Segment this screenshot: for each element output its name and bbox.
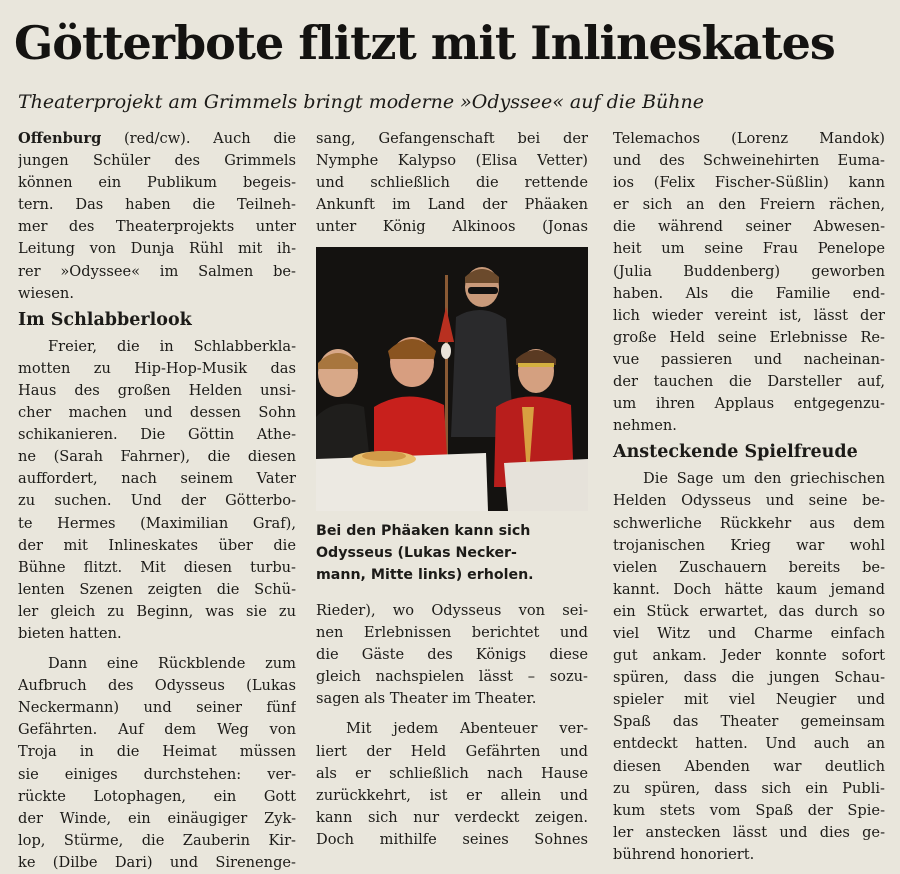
text-line: spüren, dass die jungen Schau- — [613, 669, 885, 687]
text-line: nen Erlebnissen berichtet und — [316, 624, 588, 642]
text-line: gut ankam. Jeder konnte sofort — [613, 647, 885, 665]
text-line: Troja in die Heimat müssen — [18, 743, 296, 761]
text-line: auffordert, nach seinem Vater — [18, 470, 296, 488]
text-line: lich wieder vereint ist, lässt der — [613, 306, 885, 324]
text-line: cher machen und dessen Sohn — [18, 404, 296, 422]
text-line: heit um seine Frau Penelope — [613, 240, 885, 258]
caption-line: Odysseus (Lukas Necker- — [316, 545, 517, 561]
text-line: motten zu Hip-Hop-Musik das — [18, 359, 296, 377]
text-line: entdeckt hatten. Und auch an — [613, 735, 885, 753]
text-line: schwerliche Rückkehr aus dem — [613, 514, 885, 532]
text-line: lop, Stürme, die Zauberin Kir- — [18, 831, 296, 849]
text-line: Mit jedem Abenteuer ver- — [346, 720, 588, 738]
text-line: sang, Gefangenschaft bei der — [316, 130, 588, 147]
text-line: vue passieren und nacheinan- — [613, 350, 885, 368]
crosshead: Ansteckende Spielfreude — [613, 442, 858, 463]
text-line: jungen Schüler des Grimmels — [18, 152, 296, 170]
text-line: ein Stück erwartet, das durch so — [613, 602, 885, 620]
caption-line: mann, Mitte links) erholen. — [316, 567, 534, 583]
text-line: spieler mit viel Neugier und — [613, 691, 885, 709]
text-line: mer des Theaterprojekts unter — [18, 218, 296, 236]
text-line: Rieder), wo Odysseus von sei- — [316, 602, 588, 619]
article-column-2-bottom — [316, 600, 588, 851]
text-line: sie einiges durchstehen: ver- — [18, 765, 296, 783]
photo-caption — [316, 520, 588, 586]
text-line: schikanieren. Die Göttin Athe- — [18, 426, 296, 444]
text-line: lenten Szenen zeigten die Schü- — [18, 580, 296, 598]
text-line: ler gleich zu Beginn, was sie zu — [18, 602, 296, 620]
text-line: gleich nachspielen lässt – sozu- — [316, 668, 588, 686]
text-line: te Hermes (Maximilian Graf), — [18, 514, 296, 532]
article-column-3 — [613, 128, 885, 866]
crosshead: Im Schlabberlook — [18, 309, 192, 330]
text-line: Aufbruch des Odysseus (Lukas — [18, 677, 296, 695]
text-line: kann sich nur verdeckt zeigen. — [316, 808, 588, 826]
text-line: nehmen. — [613, 417, 677, 435]
text-line: bieten hatten. — [18, 624, 122, 642]
text-line: viel Witz und Charme einfach — [613, 624, 885, 642]
text-line: Nymphe Kalypso (Elisa Vetter) — [316, 152, 588, 170]
text-line: Dann eine Rückblende zum — [48, 655, 296, 673]
text-line: als er schließlich nach Hause — [316, 764, 588, 782]
article-column-2-top — [316, 128, 588, 238]
text-line: Doch mithilfe seines Sohnes — [316, 830, 588, 848]
text-line: wiesen. — [18, 284, 74, 302]
text-line: ke (Dilbe Dari) und Sirenenge- — [18, 853, 296, 871]
text-line: kannt. Doch hätte kaum jemand — [613, 580, 885, 598]
dateline: Offenburg — [18, 130, 102, 147]
text-line: ios (Felix Fischer-Süßlin) kann — [613, 174, 885, 192]
text-line: zurückkehrt, ist er allein und — [316, 786, 588, 804]
text-line: die Gäste des Königs diese — [316, 646, 588, 664]
text-line: ne (Sarah Fahrner), die diesen — [18, 448, 296, 466]
text-line: der Winde, ein einäugiger Zyk- — [18, 809, 296, 827]
text-line: bührend honoriert. — [613, 845, 755, 863]
text-line: Telemachos (Lorenz Mandok) — [613, 130, 885, 147]
text-line: und des Schweinehirten Euma- — [613, 152, 885, 170]
text-line: rückte Lotophagen, ein Gott — [18, 787, 296, 805]
text-line: trojanischen Krieg war wohl — [613, 536, 885, 554]
text-line: vielen Zuschauern bereits be- — [613, 558, 885, 576]
text-line: unter König Alkinoos (Jonas — [316, 218, 588, 236]
text-line: Neckermann) und seiner fünf — [18, 699, 296, 717]
text-line: der mit Inlineskates über die — [18, 536, 296, 554]
text-line: Freier, die in Schlabberkla- — [48, 337, 296, 355]
text-line: Bühne flitzt. Mit diesen turbu- — [18, 558, 296, 576]
headline: Götterbote flitzt mit Inlineskates — [14, 16, 835, 70]
text-line: Helden Odysseus und seine be- — [613, 492, 885, 510]
text-line: liert der Held Gefährten und — [316, 742, 588, 760]
theater-photo — [316, 247, 588, 511]
text-line: diesen Abenden war deutlich — [613, 757, 885, 775]
text-line: und schließlich die rettende — [316, 174, 588, 192]
text-line: Haus des großen Helden unsi- — [18, 381, 296, 399]
text-line: Die Sage um den griechischen — [643, 470, 885, 488]
text-line: haben. Als die Familie end- — [613, 284, 885, 302]
text-line: zu spüren, dass sich ein Publi- — [613, 779, 885, 797]
text-line: rer »Odyssee« im Salmen be- — [18, 262, 296, 280]
caption-line: Bei den Phäaken kann sich — [316, 523, 531, 539]
text-line: Ankunft im Land der Phäaken — [316, 196, 588, 214]
text-line: um ihren Applaus entgegenzu- — [613, 395, 885, 413]
article-column-1 — [18, 128, 296, 874]
text-line: (Julia Buddenberg) geworben — [613, 262, 885, 280]
text-line: Offenburg (red/cw). Auch die — [18, 130, 296, 147]
subheadline: Theaterprojekt am Grimmels bringt moderne »Odyssee« auf die Bühne — [18, 91, 705, 113]
text-line: Spaß das Theater gemeinsam — [613, 713, 885, 731]
text-line: können ein Publikum begeis- — [18, 174, 296, 192]
text-line: kum stets vom Spaß der Spie- — [613, 801, 885, 819]
text-line: der tauchen die Darsteller auf, — [613, 373, 885, 391]
text-line: sagen als Theater im Theater. — [316, 690, 537, 708]
text-line: Leitung von Dunja Rühl mit ih- — [18, 240, 296, 258]
text-line: Gefährten. Auf dem Weg von — [18, 721, 296, 739]
text-line: ler anstecken lässt und dies ge- — [613, 823, 885, 841]
text-line: tern. Das haben die Teilneh- — [18, 196, 296, 214]
text-line: er sich an den Freiern rächen, — [613, 196, 885, 214]
text-line: zu suchen. Und der Götterbo- — [18, 492, 296, 510]
text-line: die während seiner Abwesen- — [613, 218, 885, 236]
text-line: große Held seine Erlebnisse Re- — [613, 328, 885, 346]
